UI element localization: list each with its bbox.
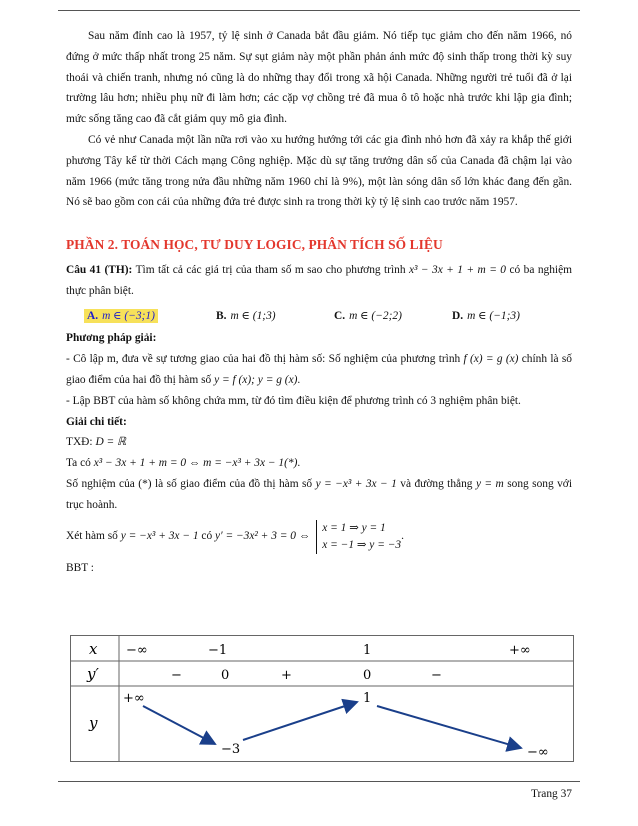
answer-d-label: D. — [452, 309, 464, 322]
count-text-a: Số nghiệm của (*) là số giao điểm của đồ thị hàm số — [66, 477, 313, 490]
section-title: PHẦN 2. TOÁN HỌC, TƯ DUY LOGIC, PHÂN TÍCH SỐ LIỆU — [66, 237, 443, 253]
method-equation: f (x) = g (x) — [463, 353, 519, 366]
x-value-1: 1 — [363, 643, 372, 658]
count-text-c: song song với trục hoành. — [66, 477, 572, 511]
derivative-line: Xét hàm số y = −x³ + 3x − 1 có y′ = −3x² + 3 = 0 ⇔ x = 1 ⇒ y = 1 x = −1 ⇒ y = −3 . — [66, 520, 572, 554]
sign-zero-2: 0 — [363, 668, 372, 683]
sign-2: + — [281, 668, 292, 683]
arrow-down-2 — [377, 706, 521, 748]
answer-a-highlight — [84, 309, 158, 323]
variation-table — [70, 635, 574, 762]
case-1: x = 1 ⇒ y = 1 — [322, 521, 386, 534]
cases-bracket — [316, 520, 401, 554]
answer-b-label: B. — [216, 309, 227, 322]
answer-c-value: m ∈ (−2;2) — [349, 309, 402, 322]
variation-table-svg — [71, 636, 573, 761]
answer-a-label: A. — [87, 309, 99, 322]
question-text: Tìm tất cả các giá trị của tham số m sao cho phương trình — [135, 263, 406, 276]
xet-equation: y = −x³ + 3x − 1 — [120, 530, 199, 543]
method-line-1: - Cô lập m, đưa về sự tương giao của hai đồ thị hàm số: Số nghiệm của phương trình f (x) = g (x) chính là số giao điểm của hai đồ thị hàm số y = f (x); y = g (x). — [66, 353, 572, 386]
xet-text-a: Xét hàm số — [66, 530, 118, 543]
question-equation: x³ − 3x + 1 + m = 0 — [408, 263, 507, 276]
arrow-up — [243, 702, 357, 740]
answer-c-label: C. — [334, 309, 346, 322]
domain-line — [66, 432, 572, 453]
answer-c[interactable] — [334, 306, 452, 327]
count-line — [66, 474, 572, 516]
answer-options — [66, 306, 572, 327]
y-value-max: 1 — [363, 691, 372, 706]
paragraph-2: Có vẻ như Canada một lần nữa rơi vào xu hướng hướng tới các gia đình nhỏ hơn đã xảy ra khắp thế giới phương Tây kể từ thời Cách mạng Công nghiệp. Mặc dù sự tăng trưởng dân số của Canada đã chậm lại vào năm 1966 (mức tăng trong nửa đầu những năm 1960 chỉ là 9%), một làn sóng dân số lớn khác đang đến gần. Nó sẽ bao gồm con cái của những đứa trẻ được sinh ra trong thời kỳ tỷ lệ sinh cao trước năm 1957. — [66, 133, 572, 209]
question-text-end: có ba nghiệm thực phân biệt. — [66, 263, 572, 297]
answer-a[interactable] — [84, 306, 202, 327]
sign-zero-1: 0 — [221, 668, 230, 683]
header-rule — [58, 10, 580, 11]
y-value-min: −3 — [221, 742, 241, 757]
derivative-equation: y′ = −3x² + 3 = 0 ⇔ — [215, 530, 311, 543]
method-title: Phương pháp giải: — [66, 332, 157, 345]
footer-rule — [58, 781, 580, 782]
case-2: x = −1 ⇒ y = −3 — [322, 538, 402, 551]
answer-b-value: m ∈ (1;3) — [230, 309, 276, 322]
answer-b[interactable] — [216, 306, 334, 327]
paragraph-1: Sau năm đỉnh cao là 1957, tỷ lệ sinh ở Canada bắt đầu giảm. Nó tiếp tục giảm cho đến năm 1966, nó đứng ở mức thấp nhất trong 25 năm. Sự sụt giảm này một phần phản ánh mức độ sinh thấp trong thời kỳ suy thoái và chiến tranh, nhưng nó cũng là do những thay đổi trong xã hội Canada. Những người trẻ tuổi đã ở lại trường lâu hơn; nhiều phụ nữ đi làm hơn; các cặp vợ chồng trẻ đã mua ô tô hoặc nhà trước khi lập gia đình; mức sống tăng cao đã cắt giảm quy mô gia đình. — [66, 30, 572, 126]
count-equation: y = −x³ + 3x − 1 — [315, 477, 397, 490]
answer-d-value: m ∈ (−1;3) — [467, 309, 520, 322]
sign-3: − — [431, 668, 442, 683]
solution-title: Giải chi tiết: — [66, 415, 127, 428]
row-label-x: x — [89, 640, 98, 658]
arrow-down-1 — [143, 706, 215, 744]
ta-co-label: Ta có — [66, 457, 91, 470]
method-text-a: - Cô lập m, đưa về sự tương giao của hai đồ thị hàm số: Số nghiệm của phương trình — [66, 353, 461, 366]
question-41 — [66, 260, 572, 302]
x-value-neg-1: −1 — [208, 643, 228, 658]
y-value-neg-inf: −∞ — [527, 745, 549, 760]
domain-value: D = ℝ — [95, 436, 127, 449]
x-value-neg-inf: −∞ — [126, 643, 148, 658]
row-label-yprime: y′ — [87, 665, 99, 683]
row-label-y: y — [89, 714, 98, 732]
method-equation-2: y = f (x); y = g (x) — [214, 373, 298, 386]
domain-label: TXĐ: — [66, 436, 93, 449]
count-equation-2: y = m — [475, 477, 504, 490]
xet-text-b: có — [201, 530, 213, 543]
method-text-b: chính là số giao điểm của hai đồ thị hàm số — [66, 353, 572, 386]
answer-a-value: m ∈ (−3;1) — [102, 309, 155, 322]
x-value-pos-inf: +∞ — [509, 643, 531, 658]
sign-1: − — [171, 668, 182, 683]
page-content — [66, 26, 572, 578]
count-text-b: và đường thẳng — [400, 477, 473, 490]
equation-1: x³ − 3x + 1 + m = 0 ⇔ m = −x³ + 3x − 1(*) — [93, 457, 298, 470]
y-value-pos-inf: +∞ — [123, 691, 145, 706]
equation-line: Ta có x³ − 3x + 1 + m = 0 ⇔ m = −x³ + 3x − 1(*). — [66, 457, 301, 470]
method-line-2: - Lập BBT của hàm số không chứa mm, từ đó tìm điều kiện để phương trình có 3 nghiệm phân biệt. — [66, 394, 521, 407]
answer-d[interactable] — [452, 306, 570, 327]
question-label: Câu 41 (TH): — [66, 263, 133, 276]
bbt-label: BBT : — [66, 561, 94, 574]
page-number: Trang 37 — [530, 788, 572, 800]
